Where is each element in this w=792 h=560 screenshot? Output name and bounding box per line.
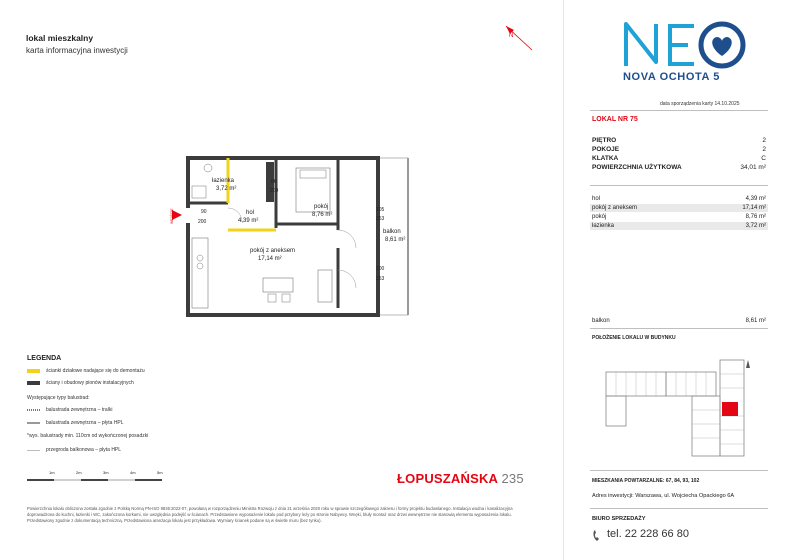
sales-phone[interactable]: tel. 22 228 66 80 — [607, 528, 689, 540]
room-name: łazienka — [592, 223, 615, 229]
legend-swatch — [27, 381, 40, 385]
divider — [590, 185, 768, 186]
scale-label: 1m — [49, 470, 55, 475]
scale-label: 5m — [157, 470, 163, 475]
info-value: 2 — [762, 137, 766, 144]
legend-swatch — [27, 409, 40, 411]
scale-bar — [27, 470, 177, 484]
north-arrow-icon — [500, 22, 536, 57]
document-subtitle: karta informacyjna inwestycji — [26, 46, 128, 55]
plan-area-bath: 3,72 m² — [216, 186, 237, 192]
plan-dim: 80 — [271, 179, 277, 185]
plan-label-balcony: balkon — [383, 229, 401, 235]
legend-label: przegroda balkonowa – płyta HPL — [46, 447, 122, 453]
balcony-row — [590, 317, 768, 325]
divider — [590, 470, 768, 471]
date-label: data sporządzenia karty 14.10.2025 — [660, 101, 740, 107]
room-name: pokój z aneksem — [592, 205, 638, 211]
balcony-area: 8,61 m² — [745, 318, 766, 324]
plan-area-balcony: 8,61 m² — [385, 237, 406, 243]
info-row — [592, 137, 766, 144]
info-row — [592, 155, 766, 162]
plan-dim: 253 — [376, 276, 385, 282]
divider — [590, 508, 768, 509]
plan-label-hall: hol — [246, 210, 255, 216]
building-position-map — [600, 350, 760, 465]
info-key: POKOJE — [592, 146, 620, 153]
legend-title: LEGENDA — [27, 355, 62, 362]
legend-swatch — [27, 369, 40, 373]
repeat-apartments: MIESZKANIA POWTARZALNE: 67, 84, 93, 102 — [592, 478, 700, 484]
legend-item — [27, 420, 124, 426]
position-title: POŁOŻENIE LOKALU W BUDYNKU — [592, 335, 676, 341]
plan-label-living: pokój z aneksem — [250, 248, 296, 254]
plan-dim: 253 — [376, 216, 385, 222]
info-row — [592, 146, 766, 153]
investment-address: Adres inwestycji: Warszawa, ul. Wojciecha Opackiego 6A — [592, 493, 735, 499]
phone-icon — [592, 529, 602, 547]
legend-item — [27, 447, 121, 453]
neo-logo — [622, 18, 752, 75]
info-value: C — [761, 155, 766, 162]
north-label: N — [509, 33, 514, 39]
legend-label: balustrada zewnętrzna – płyta HPL — [46, 420, 124, 426]
legend-label: ściany i obudowy pionów instalacyjnych — [46, 380, 134, 386]
room-name: pokój — [592, 214, 607, 220]
legend-swatch — [27, 450, 40, 451]
scale-label: 3m — [103, 470, 109, 475]
legend-item — [27, 380, 134, 386]
street-number: 235 — [501, 471, 524, 486]
room-area: 17,14 m² — [742, 205, 766, 211]
divider — [590, 328, 768, 329]
legend-item — [27, 368, 145, 374]
room-row — [590, 204, 768, 212]
floor-plan — [168, 148, 418, 323]
legend-label: balustrada zewnętrzna – tralki — [46, 407, 113, 413]
room-row — [590, 195, 768, 203]
plan-dim: 200 — [376, 266, 385, 272]
plan-area-room: 8,76 m² — [312, 212, 333, 218]
info-value: 34,01 m² — [740, 164, 766, 171]
info-key: KLATKA — [592, 155, 619, 162]
balustrade-note: *wys. balustrady min. 110cm od wykończonej posadzki — [27, 433, 149, 439]
plan-area-hall: 4,39 m² — [238, 218, 259, 224]
document-title: lokal mieszkalny — [26, 33, 94, 43]
room-row — [590, 213, 768, 221]
legend-label: ścianki działowe nadające się do demontażu — [46, 368, 145, 374]
legend-swatch — [27, 422, 40, 424]
info-row — [592, 164, 766, 171]
plan-dim: 105 — [376, 207, 385, 213]
room-area: 3,72 m² — [745, 223, 766, 229]
room-row — [590, 222, 768, 230]
lokal-title: LOKAL NR 75 — [592, 116, 638, 123]
sales-office-title: BIURO SPRZEDAŻY — [592, 516, 646, 522]
balustrade-title: Występujące typy balustrad: — [27, 395, 90, 401]
legend-item — [27, 407, 112, 413]
plan-dim: 90 — [201, 209, 207, 215]
plan-dim: 200 — [270, 188, 279, 194]
plan-area-living: 17,14 m² — [258, 256, 282, 262]
scale-label: 2m — [76, 470, 82, 475]
room-name: hol — [592, 196, 601, 202]
balcony-name: balkon — [592, 318, 610, 324]
entry-label: WEJŚCIE — [170, 208, 174, 224]
street-name: ŁOPUSZAŃSKA — [397, 471, 498, 486]
info-key: PIĘTRO — [592, 137, 617, 144]
info-panel — [563, 0, 792, 560]
info-value: 2 — [762, 146, 766, 153]
street-label — [397, 471, 524, 486]
plan-label-room: pokój — [314, 204, 329, 210]
scale-label: 4m — [130, 470, 136, 475]
divider — [590, 110, 768, 111]
plan-dim: 200 — [198, 219, 207, 225]
footer-disclaimer: Powierzchnia lokalu obliczona została zgodnie z Polską Normą PN-ISO 9836:2022-07, powołaną w rozporządzeniu Ministra Rozwoju z dnia 21 września 2020 roku w sprawie szczegółowego zakresu i formy projektu budowlanego. Instalacja wodna i kanalizacyjna doprowadzona do kuchni, łazienki i WC, zakończona korkami, nie uwzględnia podejść w ścianach. Przedstawione wyposażenie lokalu pod przybory leży po stronie Nabywcy. Wnęki, bluły montaż oraz drzwi wewnętrzne nie stanowią elementu wyposażenia lokalu. Przedstawiony zgodnie z dokumentacją techniczną. Przedstawiona aranżacja lokalu jest przykładowa. Wymiary ścianek podane są w świetle muru (bez tynku). — [27, 506, 513, 523]
brand-subtitle: NOVA OCHOTA 5 — [623, 71, 721, 83]
room-area: 8,76 m² — [745, 214, 766, 220]
room-area: 4,39 m² — [745, 196, 766, 202]
plan-label-bath: łazienka — [212, 178, 235, 184]
info-key: POWIERZCHNIA UŻYTKOWA — [592, 164, 682, 171]
apartment-marker — [722, 402, 738, 416]
